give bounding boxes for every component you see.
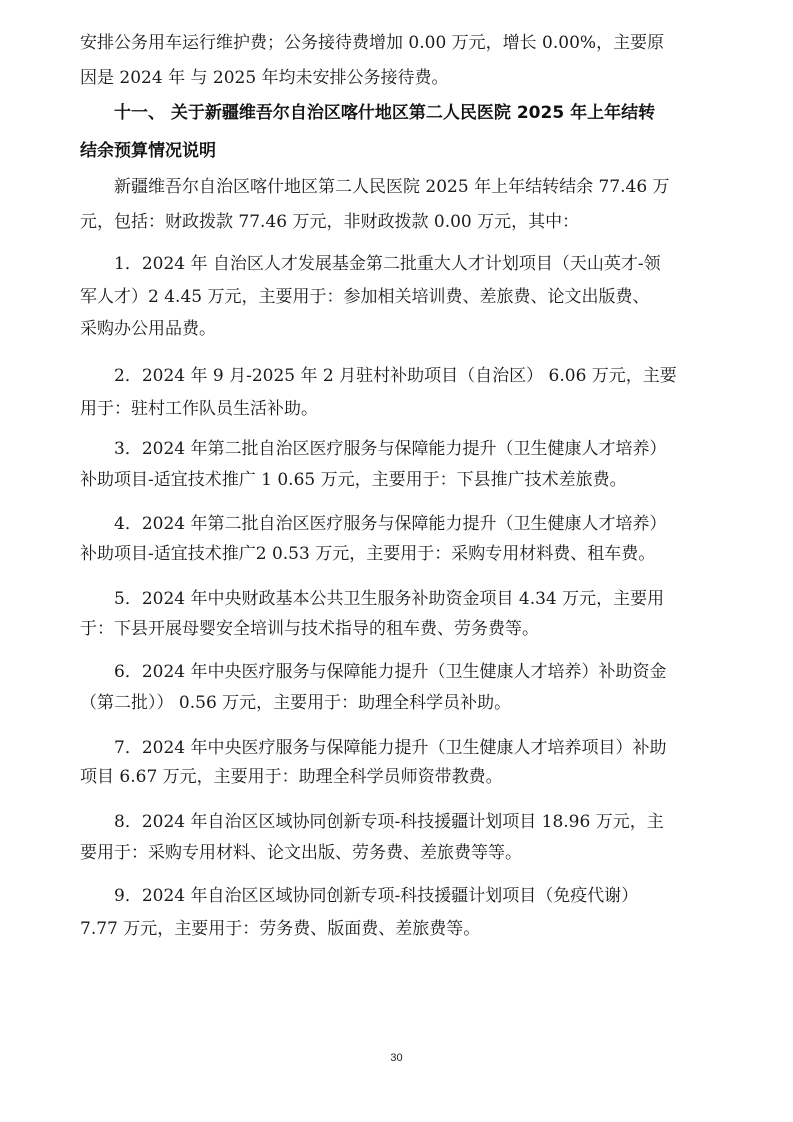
list-item: 3．2024 年第二批自治区医疗服务与保障能力提升（卫生健康人才培养）: [114, 439, 667, 459]
text-line: 新疆维吾尔自治区喀什地区第二人民医院 2025 年上年结转结余 77.46 万: [114, 177, 670, 197]
text-line: 7.77 万元，主要用于：劳务费、版面费、差旅费等。: [80, 919, 481, 939]
text-line: 于：下县开展母婴安全培训与技术指导的租车费、劳务费等。: [80, 619, 539, 639]
list-item: 4．2024 年第二批自治区医疗服务与保障能力提升（卫生健康人才培养）: [114, 514, 667, 534]
list-item: 7．2024 年中央医疗服务与保障能力提升（卫生健康人才培养项目）补助: [114, 738, 667, 758]
text-line: 要用于：采购专用材料、论文出版、劳务费、差旅费等等。: [80, 843, 522, 863]
list-item: 8．2024 年自治区区域协同创新专项-科技援疆计划项目 18.96 万元，主: [114, 812, 664, 832]
list-item: 2．2024 年 9 月-2025 年 2 月驻村补助项目（自治区） 6.06 万元，主要: [114, 366, 677, 386]
text-line: 补助项目-适宜技术推广2 0.53 万元，主要用于：采购专用材料费、租车费。: [80, 544, 656, 564]
text-line: 用于：驻村工作队员生活补助。: [80, 399, 318, 419]
text-line: 因是 2024 年 与 2025 年均未安排公务接待费。: [80, 68, 449, 88]
list-item: 6．2024 年中央医疗服务与保障能力提升（卫生健康人才培养）补助资金: [114, 662, 667, 682]
section-heading: 结余预算情况说明: [80, 141, 216, 161]
text-line: （第二批）） 0.56 万元，主要用于：助理全科学员补助。: [80, 693, 512, 713]
page-number: 30: [390, 1052, 403, 1064]
text-line: 军人才）2 4.45 万元，主要用于：参加相关培训费、差旅费、论文出版费、: [80, 287, 650, 307]
text-line: 元，包括：财政拨款 77.46 万元，非财政拨款 0.00 万元，其中：: [80, 212, 580, 232]
list-item: 1．2024 年 自治区人才发展基金第二批重大人才计划项目（天山英才-领: [114, 254, 661, 274]
list-item: 9．2024 年自治区区域协同创新专项-科技援疆计划项目（免疫代谢）: [114, 886, 639, 906]
text-line: 项目 6.67 万元，主要用于：助理全科学员师资带教费。: [80, 767, 503, 787]
text-line: 采购办公用品费。: [80, 319, 216, 339]
text-line: 安排公务用车运行维护费；公务接待费增加 0.00 万元，增长 0.00%，主要原: [80, 33, 665, 53]
section-heading: 十一、 关于新疆维吾尔自治区喀什地区第二人民医院 2025 年上年结转: [114, 103, 656, 123]
text-line: 补助项目-适宜技术推广 1 0.65 万元，主要用于：下县推广技术差旅费。: [80, 470, 627, 490]
list-item: 5．2024 年中央财政基本公共卫生服务补助资金项目 4.34 万元，主要用: [114, 589, 665, 609]
